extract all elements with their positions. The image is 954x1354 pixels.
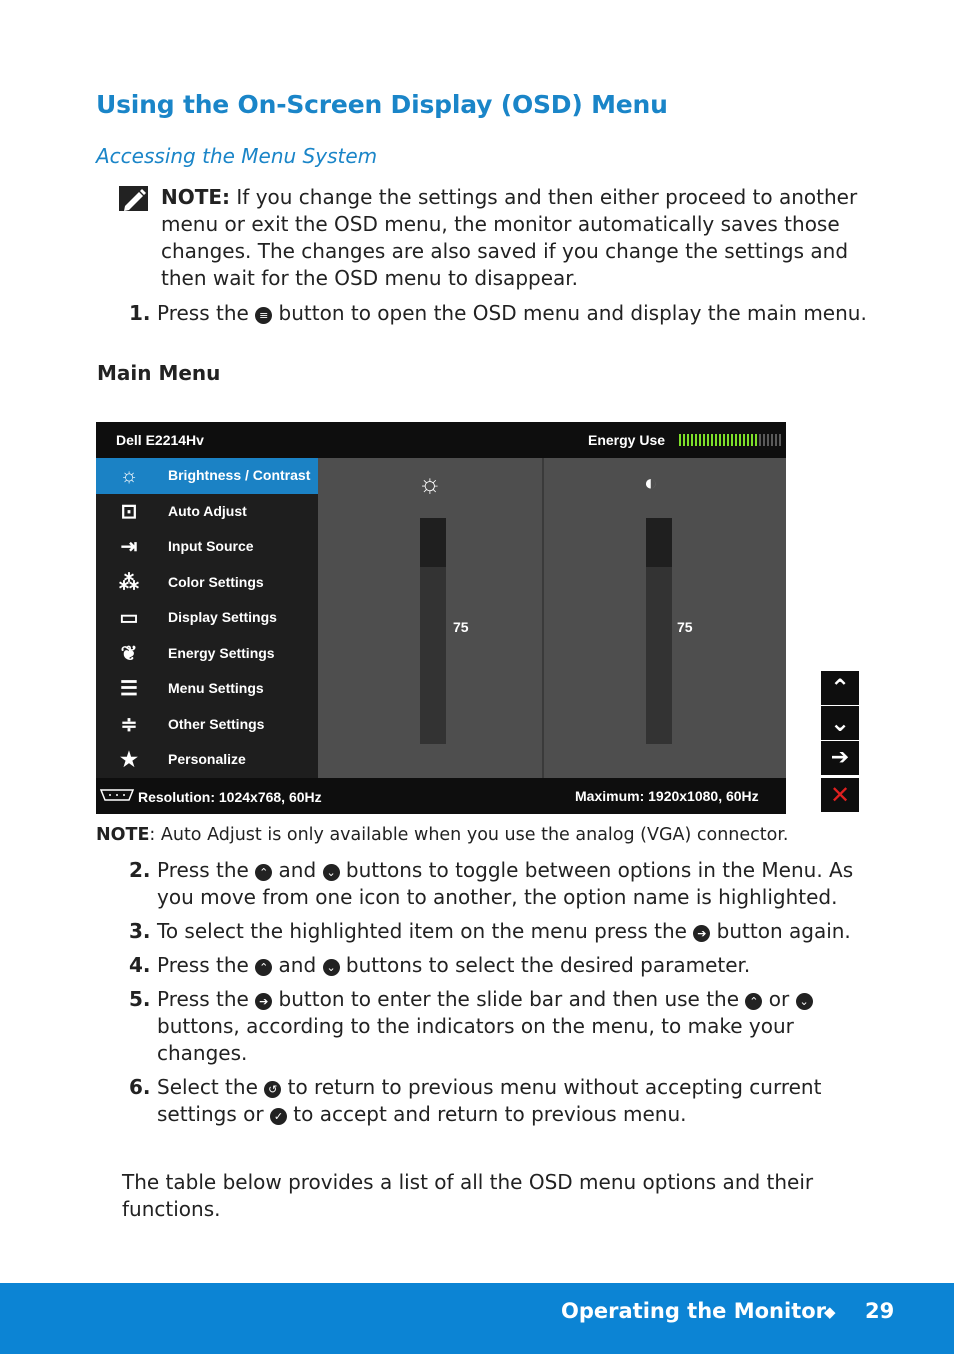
energy-bar (755, 434, 757, 446)
step-text: and (278, 953, 317, 977)
step-text: buttons to select the desired parameter. (345, 953, 751, 977)
auto-adjust-note (96, 825, 789, 845)
note-pencil-icon (119, 186, 148, 211)
note-label: NOTE (96, 825, 150, 845)
contrast-icon: ◐ (644, 470, 658, 495)
osd-model: Dell E2214Hv (116, 432, 204, 448)
osd-item-display-settings[interactable] (96, 600, 318, 636)
energy-bar (691, 434, 693, 446)
energy-bar (723, 434, 725, 446)
step-number: 5. (129, 987, 151, 1011)
slider-thumb[interactable] (420, 518, 446, 567)
up-button-icon: ⌃ (745, 993, 762, 1010)
step-text: Press the (157, 858, 249, 882)
input-source-icon: ⇥ (120, 536, 138, 558)
osd-item-label: Color Settings (168, 573, 264, 590)
step-text: or (768, 987, 790, 1011)
brightness-value: 75 (453, 619, 469, 635)
osd-item-label: Auto Adjust (168, 502, 247, 519)
step-text: and (278, 858, 317, 882)
right-arrow-icon[interactable]: ➔ (821, 741, 859, 775)
energy-bar (767, 434, 769, 446)
contrast-panel (544, 458, 786, 778)
energy-bar (679, 434, 681, 446)
back-button-icon: ↺ (264, 1081, 281, 1098)
energy-bar (707, 434, 709, 446)
maximum-resolution: Maximum: 1920x1080, 60Hz (575, 788, 759, 804)
step-text: To select the highlighted item on the menu press the (157, 919, 687, 943)
check-button-icon: ✓ (270, 1108, 287, 1125)
right-button-icon: ➔ (255, 993, 272, 1010)
up-button-icon: ⌃ (255, 864, 272, 881)
note-text (161, 184, 891, 292)
energy-bar (775, 434, 777, 446)
step-number: 2. (129, 858, 151, 882)
up-button-icon: ⌃ (255, 959, 272, 976)
step-number: 1. (129, 301, 151, 325)
down-button-icon: ⌄ (323, 959, 340, 976)
energy-use-label: Energy Use (588, 432, 666, 448)
color-settings-icon: ⁂ (119, 571, 139, 594)
energy-bar (719, 434, 721, 446)
energy-bar (747, 434, 749, 446)
contrast-slider[interactable] (646, 518, 672, 744)
slider-thumb[interactable] (646, 518, 672, 567)
brightness-icon: ☼ (418, 468, 442, 498)
current-resolution: Resolution: 1024x768, 60Hz (138, 789, 322, 805)
osd-header (96, 422, 786, 458)
energy-bar (731, 434, 733, 446)
right-button-icon: ➔ (693, 925, 710, 942)
page-footer (0, 1283, 954, 1354)
note-label: NOTE: (161, 185, 231, 209)
osd-item-energy-settings[interactable] (96, 636, 318, 672)
main-menu-label: Main Menu (97, 361, 221, 385)
energy-bar (763, 434, 765, 446)
energy-bar (703, 434, 705, 446)
step-text: button to enter the slide bar and then use the (278, 987, 740, 1011)
exit-x-icon[interactable]: ✕ (821, 778, 859, 812)
menu-settings-icon: ☰ (120, 678, 138, 700)
down-button-icon: ⌄ (796, 993, 813, 1010)
step-text: Press the (157, 987, 249, 1011)
step-number: 4. (129, 953, 151, 977)
energy-bar (715, 434, 717, 446)
energy-bar (727, 434, 729, 446)
page-heading: Using the On-Screen Display (OSD) Menu (96, 90, 668, 119)
step-text: to return to previous menu without accepting current settings or (157, 1075, 822, 1126)
energy-bar (687, 434, 689, 446)
osd-item-label: Energy Settings (168, 644, 275, 661)
star-icon: ★ (120, 749, 138, 771)
energy-settings-icon: ❦ (120, 642, 138, 665)
note-body: If you change the settings and then either proceed to another menu or exit the OSD menu, the monitor automatically saves those changes. The changes are also saved if you change the settings and then wait for the OSD menu to disappear. (161, 185, 858, 290)
step-number: 3. (129, 919, 151, 943)
brightness-slider[interactable] (420, 518, 446, 744)
osd-item-other-settings[interactable] (96, 707, 318, 743)
osd-item-personalize[interactable] (96, 742, 318, 778)
energy-bar (695, 434, 697, 446)
note-body: : Auto Adjust is only available when you use the analog (VGA) connector. (149, 825, 789, 845)
osd-footer (96, 778, 786, 814)
step-text: Press the (157, 301, 249, 325)
energy-bar (771, 434, 773, 446)
vga-connector-icon (99, 787, 135, 803)
step-text: buttons, according to the indicators on the menu, to make your changes. (157, 1014, 794, 1065)
step-text: Select the (157, 1075, 258, 1099)
energy-bar (699, 434, 701, 446)
osd-item-label: Personalize (168, 751, 246, 767)
osd-sidebar (96, 458, 318, 778)
brightness-panel (318, 458, 542, 778)
osd-item-auto-adjust[interactable] (96, 494, 318, 530)
step-text: Press the (157, 953, 249, 977)
table-intro-paragraph: The table below provides a list of all the OSD menu options and their functions. (122, 1170, 814, 1221)
brightness-icon: ☼ (119, 465, 139, 487)
osd-item-label: Menu Settings (168, 680, 264, 696)
osd-item-color-settings[interactable] (96, 565, 318, 601)
osd-main-menu (96, 422, 786, 814)
section-subheading: Accessing the Menu System (96, 144, 378, 168)
energy-use-meter (679, 434, 783, 446)
menu-button-icon: ≡ (255, 307, 272, 324)
energy-bar (735, 434, 737, 446)
energy-bar (751, 434, 753, 446)
energy-bar (743, 434, 745, 446)
step-text: button to open the OSD menu and display the main menu. (278, 301, 867, 325)
osd-item-label: Other Settings (168, 715, 265, 732)
energy-bar (759, 434, 761, 446)
osd-item-label: Display Settings (168, 609, 277, 625)
down-arrow-icon[interactable]: ⌄ (821, 706, 859, 740)
footer-section-title: Operating the Monitor (561, 1299, 827, 1323)
energy-bar (711, 434, 713, 446)
page-number: 29 (865, 1299, 895, 1323)
osd-item-input-source[interactable] (96, 529, 318, 565)
up-arrow-icon[interactable]: ⌃ (821, 671, 859, 705)
osd-item-label: Input Source (168, 538, 254, 554)
osd-item-label: Brightness / Contrast (168, 467, 311, 483)
step-number: 6. (129, 1075, 151, 1099)
display-settings-icon: ▭ (119, 607, 139, 629)
step-text: button again. (716, 919, 851, 943)
down-button-icon: ⌄ (323, 864, 340, 881)
energy-bar (739, 434, 741, 446)
energy-bar (779, 434, 781, 446)
contrast-value: 75 (677, 619, 693, 635)
step-text: buttons to toggle between options in the Menu. As you move from one icon to another, the option name is highlighted. (157, 858, 854, 909)
energy-bar (683, 434, 685, 446)
osd-item-brightness-contrast[interactable] (96, 458, 318, 494)
osd-item-menu-settings[interactable] (96, 671, 318, 707)
diamond-icon: ◆ (824, 1303, 836, 1321)
step-text: to accept and return to previous menu. (293, 1102, 687, 1126)
auto-adjust-icon: ⊡ (120, 500, 138, 523)
other-settings-icon: ≑ (120, 713, 138, 736)
